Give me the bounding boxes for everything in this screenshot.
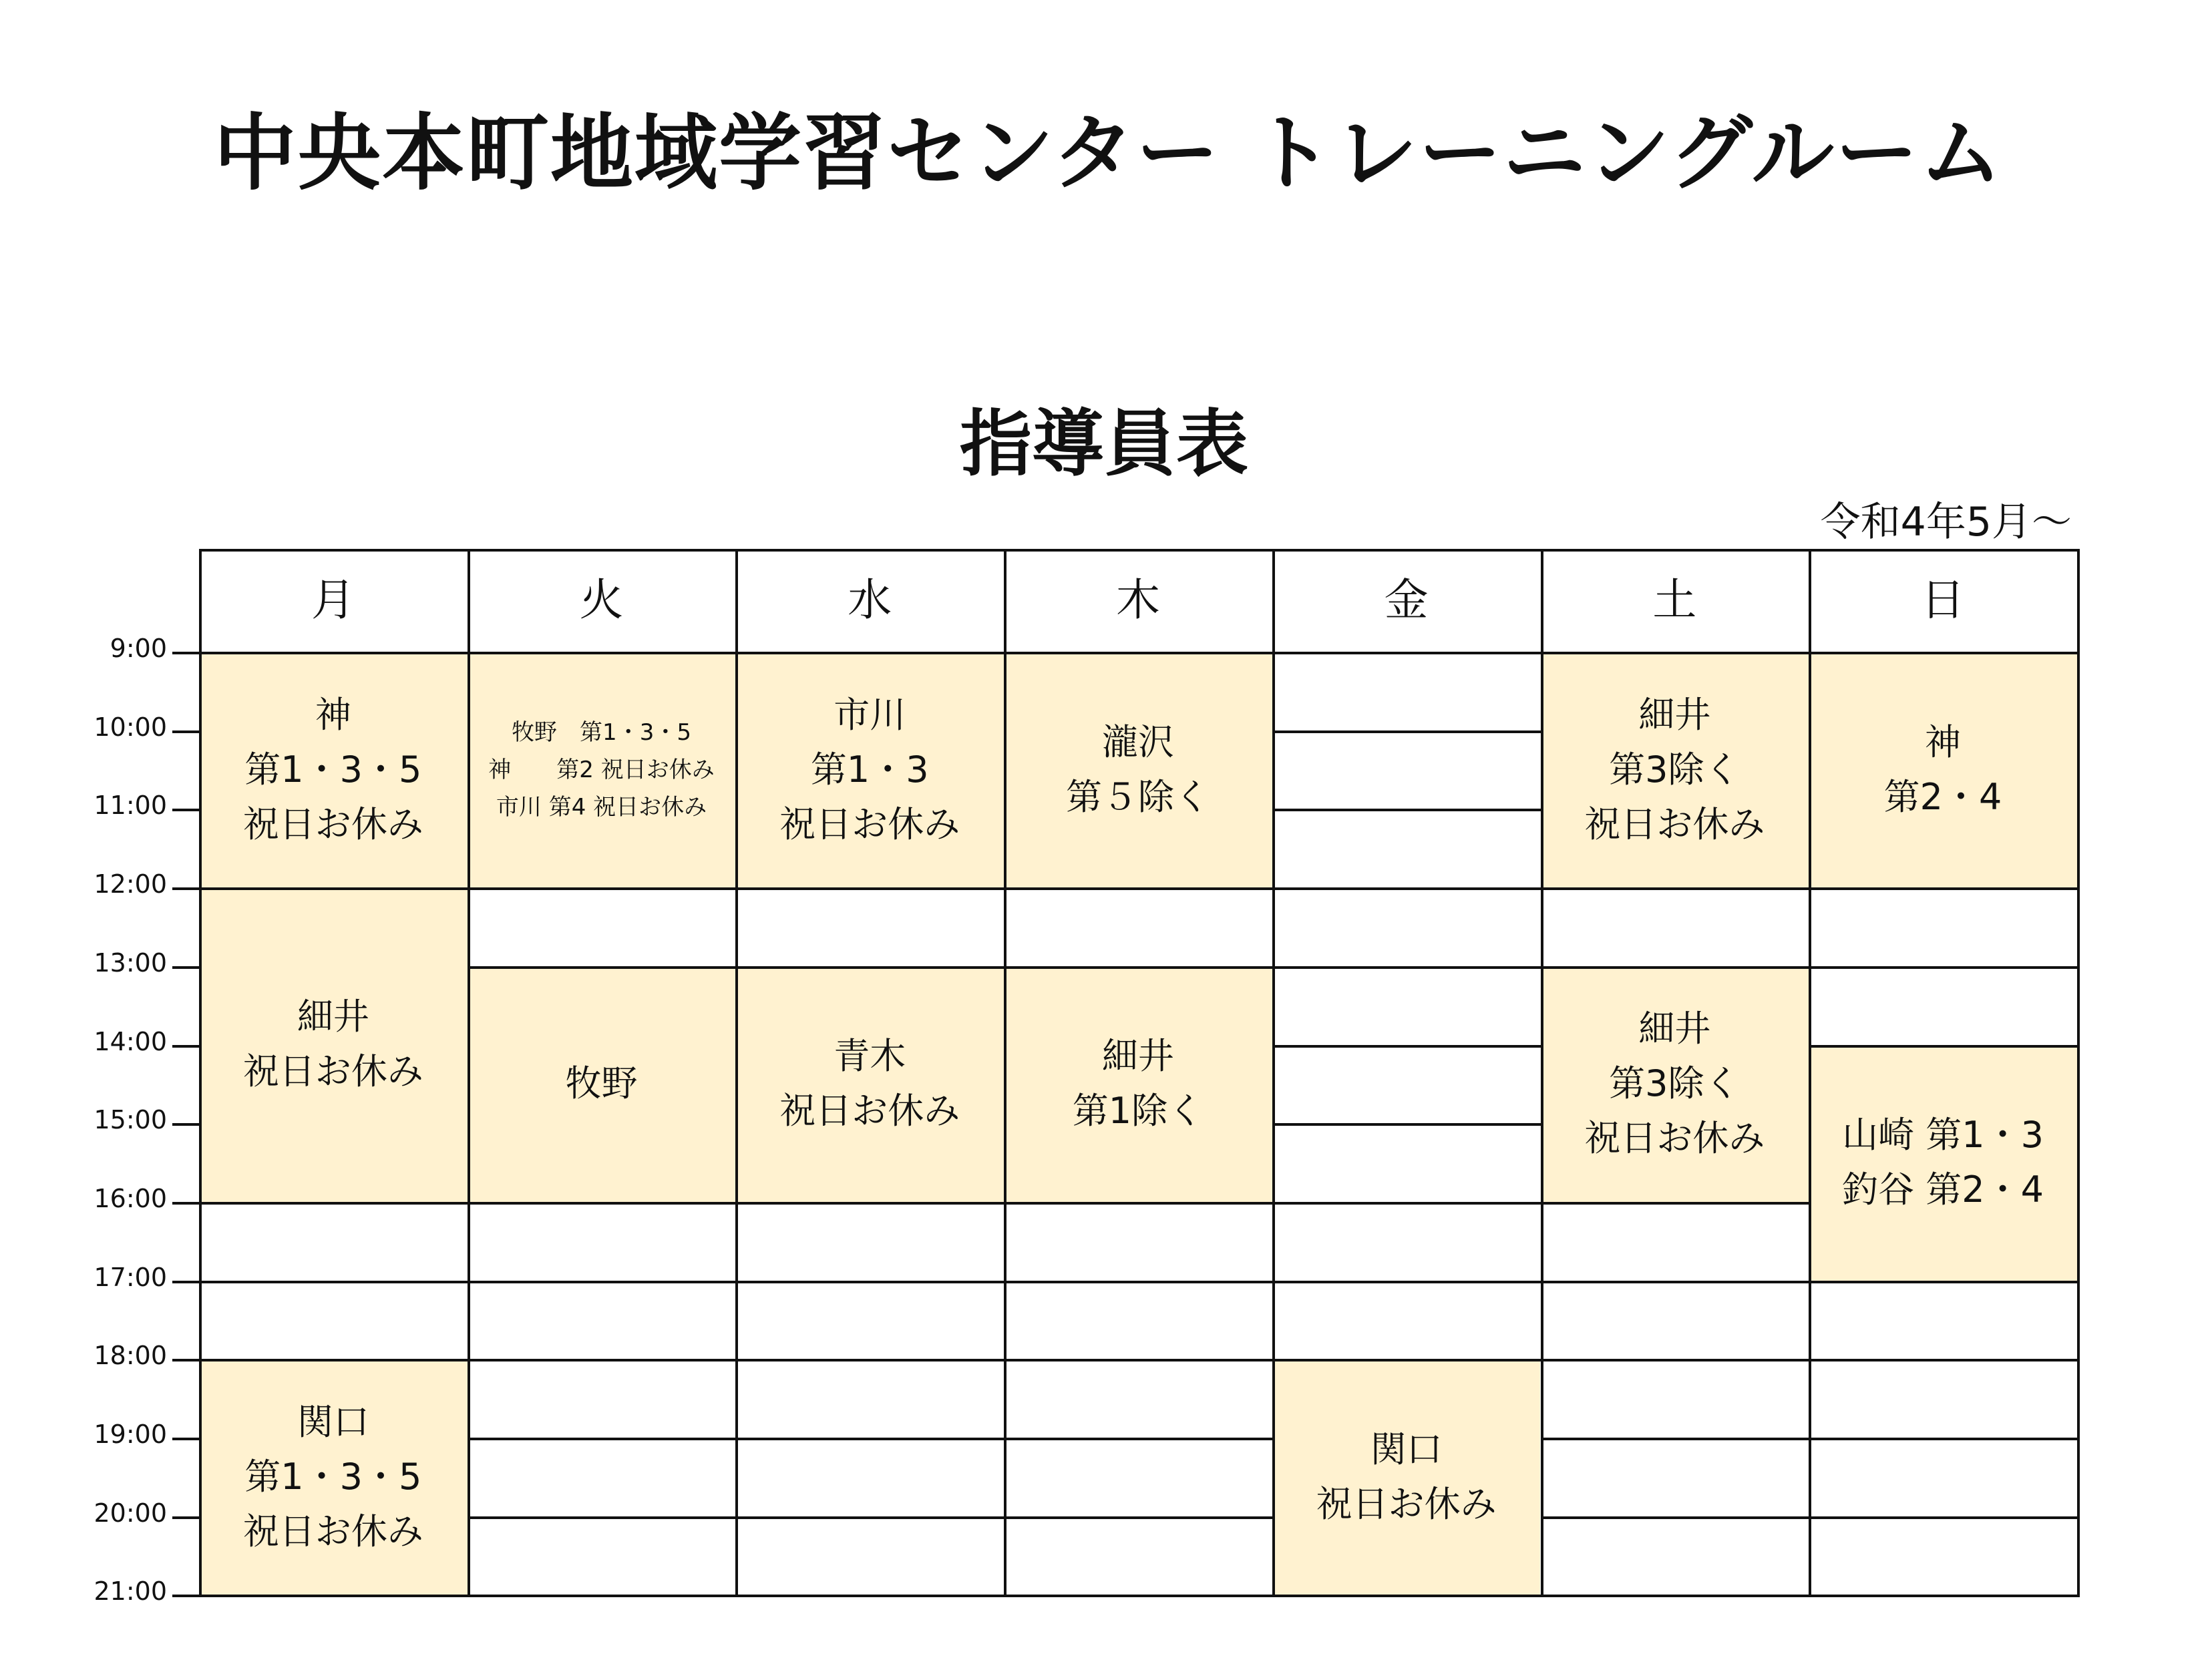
time-label: 13:00: [94, 948, 167, 978]
block-line: 第3除く: [1609, 1062, 1740, 1105]
block-text: [1584, 1002, 1765, 1166]
grid-hour-line: [1541, 1281, 1812, 1283]
effective-date: 令和4年5月～: [1820, 499, 2072, 546]
block-line: 細井: [1638, 693, 1711, 736]
block-line: 青木: [834, 1035, 906, 1078]
grid-hour-line: [199, 1202, 470, 1205]
schedule-block: [1272, 1359, 1541, 1595]
time-label: 16:00: [94, 1183, 167, 1213]
schedule-block: [199, 652, 468, 887]
grid-hour-line: [468, 1595, 739, 1597]
grid-hour-line: [1004, 1202, 1275, 1205]
grid-hour-line: [735, 1438, 1006, 1440]
grid-hour-line: [1272, 966, 1543, 969]
block-line: 第1・3: [810, 748, 929, 791]
grid-hour-line: [1541, 1359, 1812, 1361]
grid-hour-line: [735, 887, 1006, 890]
block-line: 関口: [1370, 1428, 1443, 1470]
block-text: [243, 990, 423, 1099]
block-line: 神 第2 祝日お休み: [488, 756, 715, 783]
grid-hour-line: [199, 1359, 470, 1361]
grid-hour-line: [468, 887, 739, 890]
table-title: 指導員表: [959, 403, 1248, 486]
grid-hour-line: [468, 1202, 739, 1205]
schedule-block: [1809, 1045, 2077, 1281]
block-line: 市川: [834, 693, 906, 736]
grid-hour-line: [1004, 1516, 1275, 1519]
block-line: 祝日お休み: [242, 803, 423, 845]
grid-hour-line: [1541, 1202, 1812, 1205]
time-label: 17:00: [94, 1262, 167, 1292]
grid-hour-line: [1004, 1359, 1275, 1361]
grid-hour-line: [735, 1516, 1006, 1519]
grid-hour-line: [1272, 1281, 1543, 1283]
schedule-block: [1541, 966, 1809, 1202]
schedule-block: [468, 966, 736, 1202]
time-label: 21:00: [94, 1577, 167, 1607]
grid-hour-line: [468, 1516, 739, 1519]
schedule-block: [1541, 652, 1809, 887]
grid-hour-line: [1004, 1281, 1275, 1283]
block-line: 第2・4: [1883, 775, 2002, 818]
block-text: [1884, 715, 2002, 825]
time-label: 9:00: [110, 634, 167, 663]
time-tick: [172, 1359, 199, 1361]
block-text: [1316, 1422, 1497, 1532]
grid-hour-line: [1541, 1516, 1812, 1519]
block-line: 山崎 第1・3: [1842, 1114, 2044, 1157]
day-header: 土: [1652, 574, 1697, 626]
time-tick: [172, 730, 199, 733]
grid-hour-line: [199, 887, 470, 890]
grid-hour-line: [1809, 1281, 2080, 1283]
time-label: 19:00: [94, 1420, 167, 1449]
grid-header-line: [199, 652, 2080, 654]
grid-hour-line: [735, 1281, 1006, 1283]
grid-hour-line: [468, 1281, 739, 1283]
grid-hour-line: [1809, 1516, 2080, 1519]
grid-column-line: [1541, 549, 1543, 1597]
grid-hour-line: [1004, 1595, 1275, 1597]
block-line: 祝日お休み: [1316, 1482, 1497, 1525]
time-tick: [172, 966, 199, 969]
time-label: 11:00: [94, 791, 167, 821]
time-label: 20:00: [94, 1498, 167, 1528]
block-line: 市川 第4 祝日お休み: [496, 793, 707, 821]
grid-hour-line: [1272, 1202, 1543, 1205]
time-label: 15:00: [94, 1105, 167, 1135]
day-header: 月: [311, 574, 355, 626]
time-tick: [172, 1202, 199, 1205]
grid-hour-line: [1004, 966, 1275, 969]
block-line: 瀧沢: [1101, 720, 1174, 763]
block-text: [779, 1029, 960, 1138]
grid-hour-line: [1541, 966, 1812, 969]
schedule-block: [468, 652, 736, 887]
grid-hour-line: [1272, 887, 1543, 890]
schedule-block: [1004, 966, 1272, 1202]
block-line: 祝日お休み: [779, 1090, 960, 1132]
time-tick: [172, 809, 199, 811]
grid-column-line: [1809, 549, 1811, 1597]
block-text: [779, 688, 960, 852]
grid-hour-line: [1272, 809, 1543, 811]
grid-column-line: [2077, 549, 2080, 1597]
block-line: 第1・3・5: [244, 748, 422, 791]
grid-hour-line: [735, 1359, 1006, 1361]
grid-hour-line: [1809, 887, 2080, 890]
block-text: [566, 1056, 638, 1111]
block-text: [1584, 688, 1765, 852]
block-line: 神: [1925, 720, 1962, 763]
time-tick: [172, 887, 199, 890]
block-line: 祝日お休み: [1584, 803, 1765, 845]
block-line: 祝日お休み: [1584, 1117, 1765, 1160]
block-line: 牧野 第1・3・5: [512, 718, 691, 746]
block-line: 第1・3・5: [244, 1455, 422, 1498]
block-text: [243, 688, 423, 852]
grid-hour-line: [1541, 887, 1812, 890]
block-line: 牧野: [565, 1062, 638, 1105]
grid-hour-line: [468, 1438, 739, 1440]
grid-border-top: [199, 549, 2080, 552]
block-line: 祝日お休み: [242, 1510, 423, 1552]
grid-hour-line: [735, 1202, 1006, 1205]
grid-hour-line: [1809, 1595, 2080, 1597]
time-tick: [172, 1595, 199, 1597]
block-text: [488, 714, 714, 826]
grid-hour-line: [1809, 1438, 2080, 1440]
schedule-block: [199, 887, 468, 1202]
schedule-block: [199, 1359, 468, 1595]
block-line: 関口: [297, 1400, 369, 1443]
time-tick: [172, 652, 199, 654]
grid-hour-line: [468, 966, 739, 969]
time-label: 14:00: [94, 1026, 167, 1056]
grid-hour-line: [1272, 730, 1543, 733]
schedule-block: [735, 652, 1004, 887]
block-line: 細井: [297, 996, 369, 1038]
grid-hour-line: [735, 1595, 1006, 1597]
block-line: 神: [315, 693, 351, 736]
grid-hour-line: [1004, 887, 1275, 890]
day-header: 水: [848, 574, 892, 626]
grid-hour-line: [199, 1281, 470, 1283]
grid-hour-line: [1272, 1045, 1543, 1048]
day-header: 火: [579, 574, 624, 626]
grid-hour-line: [1272, 1123, 1543, 1126]
block-text: [1073, 1029, 1204, 1138]
grid-hour-line: [1809, 1359, 2080, 1361]
grid-hour-line: [1004, 1438, 1275, 1440]
block-text: [1842, 1108, 2044, 1217]
grid-hour-line: [1272, 1359, 1543, 1361]
block-line: 釣谷 第2・4: [1842, 1169, 2044, 1211]
grid-column-line: [468, 549, 470, 1597]
block-line: 第５除く: [1065, 775, 1210, 818]
block-text: [243, 1395, 423, 1559]
block-line: 第1除く: [1072, 1090, 1204, 1132]
grid-column-line: [199, 549, 202, 1597]
time-label: 12:00: [94, 869, 167, 899]
page-title: 中央本町地域学習センター トレーニングルーム: [214, 106, 2004, 202]
grid-column-line: [1004, 549, 1006, 1597]
schedule-block: [735, 966, 1004, 1202]
block-line: 細井: [1638, 1008, 1711, 1050]
grid-column-line: [735, 549, 738, 1597]
block-line: 第3除く: [1609, 748, 1740, 791]
day-header: 木: [1115, 574, 1160, 626]
schedule-block: [1004, 652, 1272, 887]
grid-hour-line: [468, 1359, 739, 1361]
grid-column-line: [1272, 549, 1275, 1597]
time-tick: [172, 1123, 199, 1126]
grid-hour-line: [1541, 1438, 1812, 1440]
grid-hour-line: [1541, 1595, 1812, 1597]
day-header: 金: [1384, 574, 1429, 626]
time-tick: [172, 1281, 199, 1283]
schedule-block: [1809, 652, 2077, 887]
grid-hour-line: [1272, 1595, 1543, 1597]
time-label: 10:00: [94, 712, 167, 742]
time-label: 18:00: [94, 1341, 167, 1371]
grid-hour-line: [199, 1595, 470, 1597]
block-text: [1066, 715, 1210, 825]
block-line: 細井: [1101, 1035, 1174, 1078]
time-tick: [172, 1516, 199, 1519]
time-tick: [172, 1438, 199, 1440]
grid-hour-line: [1809, 966, 2080, 969]
grid-hour-line: [735, 966, 1006, 969]
grid-hour-line: [1809, 1045, 2080, 1048]
block-line: 祝日お休み: [242, 1050, 423, 1093]
time-tick: [172, 1045, 199, 1048]
day-header: 日: [1921, 574, 1966, 626]
instructor-schedule-table: [199, 549, 2077, 1595]
block-line: 祝日お休み: [779, 803, 960, 845]
